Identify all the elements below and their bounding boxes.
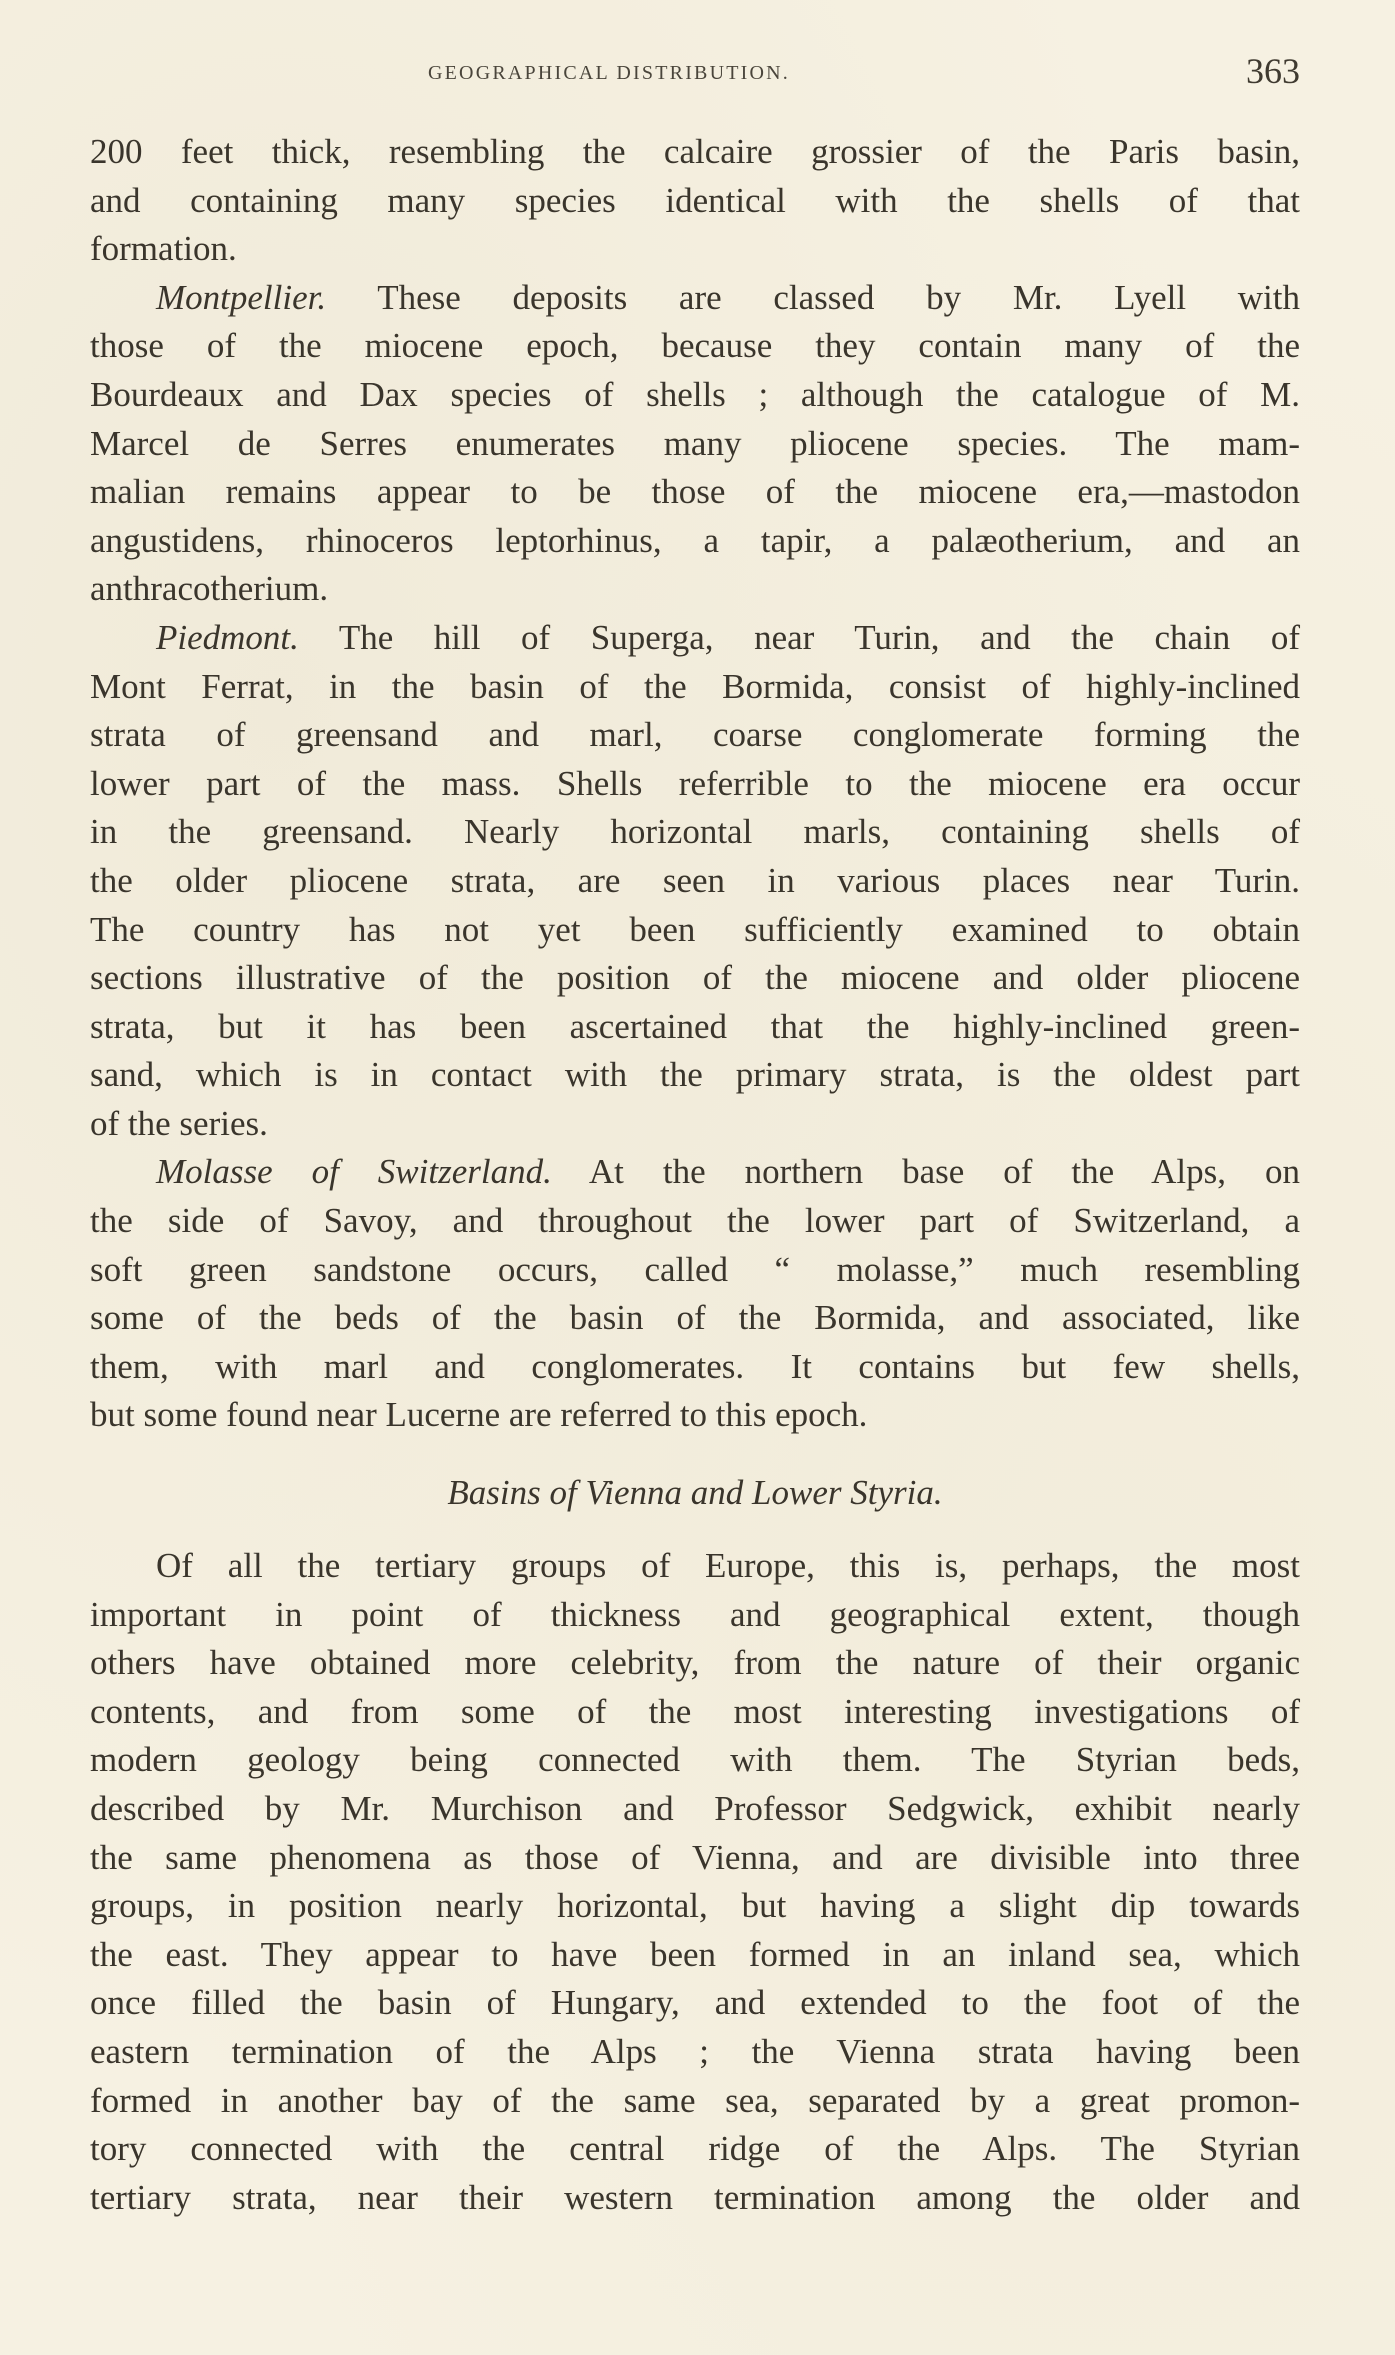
line-text: These deposits are classed by Mr. Lyell with (377, 277, 1300, 317)
text-line (90, 420, 1300, 469)
line-text: lower part of the mass. Shells referrible to the miocene era occur (90, 763, 1300, 803)
line-text: others have obtained more celebrity, from the nature of their organic (90, 1643, 1300, 1683)
text-line (90, 1246, 1300, 1295)
line-text: described by Mr. Murchison and Professor Sedgwick, exhibit nearly (90, 1789, 1300, 1828)
line-text: modern geology being connected with them. The Styrian beds, (90, 1740, 1300, 1780)
text-line (90, 1003, 1300, 1052)
line-text: formation. (90, 229, 237, 269)
text-line (90, 517, 1300, 566)
line-text: tory connected with the central ridge of the Alps. The Styrian (90, 2129, 1300, 2169)
text-line (90, 1639, 1300, 1688)
line-text: Marcel de Serres enumerates many pliocene species. The mam- (90, 423, 1300, 463)
text-line (90, 1197, 1300, 1246)
line-text: malian remains appear to be those of the miocene era,—mastodon (90, 472, 1300, 512)
line-text: The country has not yet been sufficiently examined to obtain (90, 909, 1300, 949)
line-text: but some found near Lucerne are referred to this epoch. (90, 1395, 868, 1435)
line-text: soft green sandstone occurs, called “ molasse,” much resembling (90, 1249, 1300, 1289)
paragraph (90, 1148, 1300, 1440)
line-text: strata of greensand and marl, coarse conglomerate forming the (90, 715, 1300, 755)
text-line (90, 1931, 1300, 1980)
line-text: them, with marl and conglomerates. It contains but few shells, (90, 1346, 1300, 1386)
line-text: sand, which is in contact with the primary strata, is the oldest part (90, 1055, 1300, 1095)
line-text: At the northern base of the Alps, on (588, 1152, 1300, 1192)
line-text: important in point of thickness and geographical extent, though (90, 1594, 1300, 1634)
text-line (90, 274, 1300, 323)
paragraph-lead-title: Montpellier. (156, 277, 327, 317)
line-text: contents, and from some of the most interesting investigations of (90, 1691, 1300, 1731)
line-text: the older pliocene strata, are seen in various places near Turin. (90, 860, 1300, 900)
line-text: Bourdeaux and Dax species of shells ; although the catalogue of M. (90, 374, 1300, 414)
line-text: the side of Savoy, and throughout the lower part of Switzerland, a (90, 1201, 1300, 1241)
page-number: 363 (1246, 51, 1300, 91)
line-text: and containing many species identical with the shells of that (90, 180, 1300, 220)
text-line (90, 1882, 1300, 1931)
line-text: the east. They appear to have been formed in an inland sea, which (90, 1934, 1300, 1974)
text-line (90, 2174, 1300, 2223)
text-line (90, 1391, 1300, 1440)
text-line (90, 1343, 1300, 1392)
text-line (90, 663, 1300, 712)
text-line (90, 2028, 1300, 2077)
text-line (90, 1736, 1300, 1785)
text-line (90, 1591, 1300, 1640)
line-text: sections illustrative of the position of the miocene and older pliocene (90, 958, 1300, 998)
text-line (90, 1542, 1300, 1591)
text-line (90, 2077, 1300, 2126)
text-line (90, 808, 1300, 857)
text-line (90, 1834, 1300, 1883)
line-text: anthracotherium. (90, 569, 329, 609)
body-text (90, 128, 1300, 2222)
text-line (90, 954, 1300, 1003)
text-line (90, 371, 1300, 420)
text-line (90, 128, 1300, 177)
text-line (90, 2125, 1300, 2174)
text-line (90, 1294, 1300, 1343)
running-head (90, 52, 1300, 92)
text-line (90, 1051, 1300, 1100)
line-text: some of the beds of the basin of the Bormida, and associated, like (90, 1298, 1300, 1338)
paragraph (90, 274, 1300, 614)
line-text: strata, but it has been ascertained that the highly-inclined green- (90, 1006, 1300, 1046)
line-text: The hill of Superga, near Turin, and the chain of (338, 617, 1300, 657)
paragraph-lead-title: Piedmont. (156, 617, 299, 657)
text-line (90, 857, 1300, 906)
line-text: eastern termination of the Alps ; the Vienna strata having been (90, 2031, 1300, 2071)
text-line (90, 711, 1300, 760)
line-text: Mont Ferrat, in the basin of the Bormida, consist of highly-inclined (90, 666, 1300, 706)
line-text: groups, in position nearly horizontal, but having a slight dip towards (90, 1886, 1300, 1926)
line-text: in the greensand. Nearly horizontal marls, containing shells of (90, 812, 1300, 852)
paragraph (90, 1542, 1300, 2222)
line-text: those of the miocene epoch, because they contain many of the (90, 326, 1300, 366)
section-heading: Basins of Vienna and Lower Styria. (447, 1473, 943, 1513)
text-line (90, 322, 1300, 371)
line-text: of the series. (90, 1103, 268, 1143)
text-line (90, 1688, 1300, 1737)
text-line (90, 1100, 1300, 1149)
paragraph (90, 128, 1300, 274)
line-text: once filled the basin of Hungary, and extended to the foot of the (90, 1983, 1300, 2023)
text-line (90, 906, 1300, 955)
line-text: tertiary strata, near their western termination among the older and (90, 2177, 1300, 2217)
line-text: Of all the tertiary groups of Europe, this is, perhaps, the most (156, 1546, 1300, 1586)
text-line (90, 760, 1300, 809)
text-line (90, 1785, 1300, 1834)
text-line (90, 1979, 1300, 2028)
running-title: GEOGRAPHICAL DISTRIBUTION. (428, 62, 791, 84)
text-line (90, 1148, 1300, 1197)
text-line (90, 468, 1300, 517)
text-line (90, 177, 1300, 226)
line-text: 200 feet thick, resembling the calcaire grossier of the Paris basin, (90, 132, 1300, 171)
text-line (90, 225, 1300, 274)
line-text: the same phenomena as those of Vienna, and are divisible into three (90, 1837, 1300, 1877)
text-line (90, 614, 1300, 663)
paragraph (90, 614, 1300, 1149)
line-text: formed in another bay of the same sea, separated by a great promon- (90, 2080, 1300, 2120)
line-text: angustidens, rhinoceros leptorhinus, a tapir, a palæotherium, and an (90, 520, 1300, 560)
text-line (90, 565, 1300, 614)
paragraph-lead-title: Molasse of Switzerland. (156, 1152, 552, 1192)
